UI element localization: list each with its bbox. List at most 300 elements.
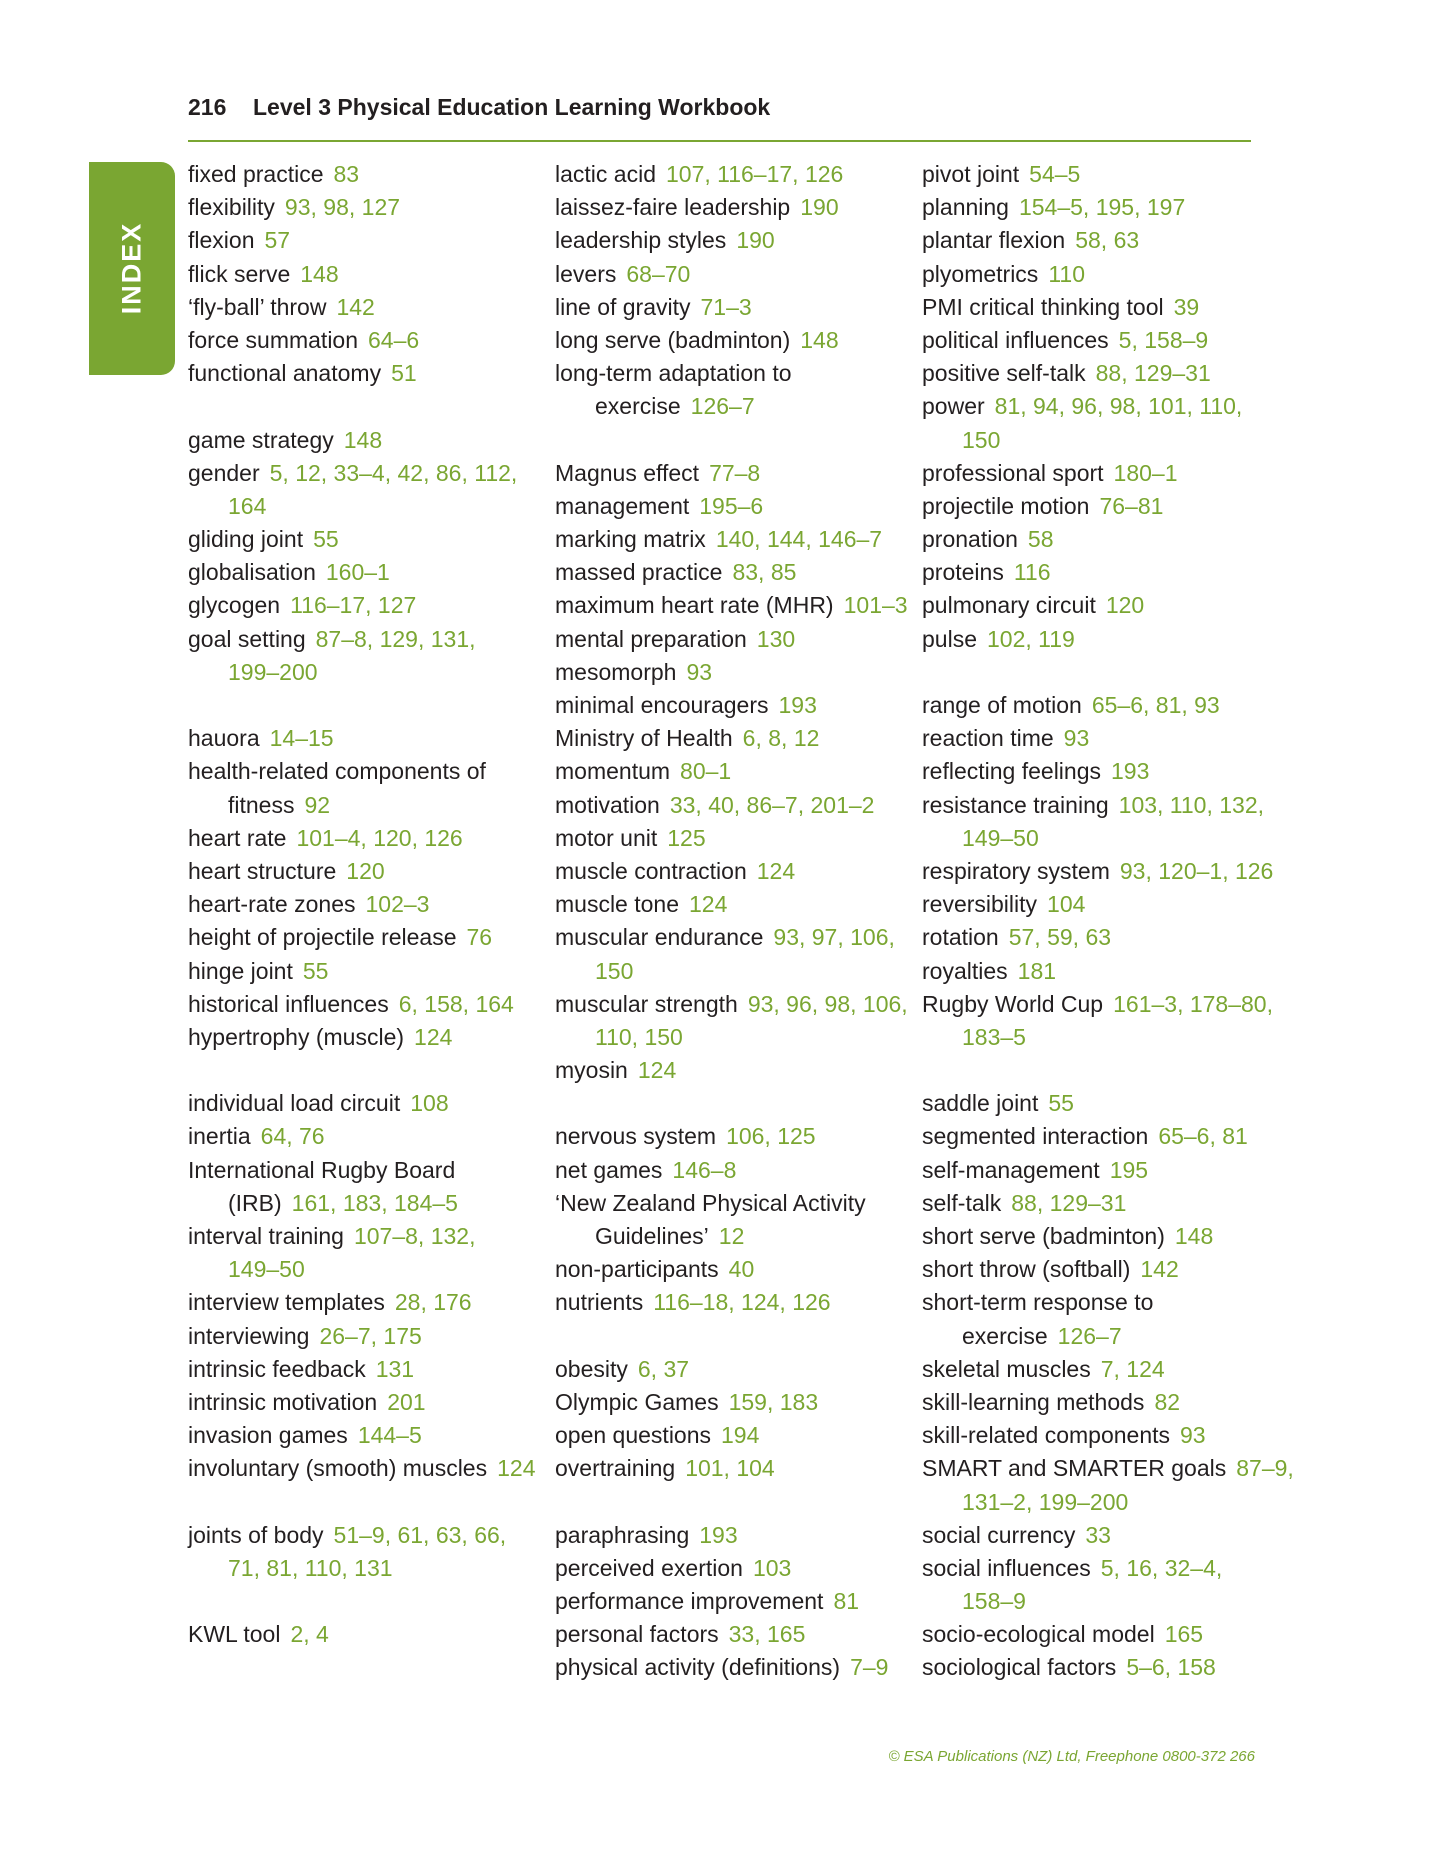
index-page-refs: 106, 125	[726, 1123, 816, 1150]
index-entry-continuation	[555, 390, 915, 423]
index-term: health-related components of	[188, 758, 486, 785]
index-entry	[922, 490, 1282, 523]
index-page-refs: 93, 97, 106,	[773, 924, 895, 951]
index-entry	[922, 988, 1282, 1021]
index-term: fixed practice	[188, 161, 324, 187]
index-page-refs: 33, 40, 86–7, 201–2	[669, 791, 875, 818]
index-page-refs: 160–1	[325, 559, 390, 586]
index-page-refs: 154–5, 195, 197	[1018, 194, 1186, 221]
index-page-refs: 149–50	[962, 824, 1039, 851]
index-page-refs: 55	[302, 957, 329, 984]
index-term: Magnus effect	[555, 459, 700, 486]
index-page-refs: 7, 124	[1100, 1355, 1165, 1382]
index-page-refs: 5, 16, 32–4,	[1100, 1554, 1223, 1581]
index-page-refs: 76	[466, 924, 493, 951]
index-page-refs: 107–8, 132,	[353, 1223, 476, 1249]
index-entry	[922, 1419, 1282, 1452]
index-page-refs: 87–8, 129, 131,	[315, 625, 476, 652]
index-term: ‘fly-ball’ throw	[188, 293, 327, 320]
index-page-refs: 116–17, 127	[290, 592, 417, 619]
index-entry	[555, 988, 915, 1021]
index-page-refs: 125	[667, 824, 706, 851]
index-term: physical activity (definitions)	[555, 1654, 841, 1681]
index-term: socio-ecological model	[922, 1621, 1155, 1648]
index-entry-continuation	[188, 1552, 548, 1585]
index-term: motivation	[555, 791, 660, 818]
index-page-refs: 140, 144, 146–7	[715, 526, 883, 553]
index-page-refs: 180–1	[1113, 459, 1178, 486]
index-page-refs: 126–7	[1057, 1322, 1122, 1349]
index-term: positive self-talk	[922, 360, 1086, 387]
index-page-refs: 83	[333, 161, 360, 187]
index-entry	[188, 1419, 548, 1452]
index-entry	[555, 1618, 915, 1651]
index-term: segmented interaction	[922, 1123, 1149, 1150]
index-page-refs: 54–5	[1029, 161, 1081, 187]
index-term: heart-rate zones	[188, 891, 356, 918]
index-page-refs: 55	[1048, 1090, 1074, 1117]
index-entry	[555, 1353, 915, 1386]
index-term: planning	[922, 194, 1009, 221]
index-page-refs: 14–15	[269, 725, 334, 752]
index-entry	[922, 1552, 1282, 1585]
index-page-refs: 130	[756, 625, 796, 652]
index-page-refs: 148	[1174, 1223, 1214, 1249]
index-page-refs: 195	[1109, 1156, 1149, 1183]
index-page-refs: 7–9	[850, 1654, 889, 1681]
index-term: reversibility	[922, 891, 1038, 918]
index-page-refs: 124	[497, 1455, 536, 1482]
index-entry	[555, 689, 915, 722]
index-page-refs: 158–9	[962, 1588, 1026, 1615]
index-term: intrinsic feedback	[188, 1355, 366, 1382]
index-entry	[922, 1452, 1294, 1485]
index-entry	[555, 1187, 915, 1220]
index-entry	[188, 1154, 548, 1187]
index-entry	[922, 191, 1282, 224]
index-entry	[188, 1286, 548, 1319]
index-entry-continuation	[555, 1021, 915, 1054]
index-page-refs: 40	[728, 1256, 755, 1283]
index-page-refs: 124	[756, 857, 796, 884]
index-entry	[555, 191, 915, 224]
index-entry	[922, 291, 1282, 324]
index-page-refs: 124	[414, 1023, 453, 1050]
index-entry	[188, 1353, 548, 1386]
index-term: levers	[555, 260, 617, 287]
index-entry	[922, 955, 1282, 988]
index-page-refs: 6, 37	[637, 1355, 690, 1382]
index-term: mesomorph	[555, 658, 677, 685]
index-page-refs: 148	[300, 260, 339, 287]
index-term: pivot joint	[922, 161, 1020, 187]
index-spacer	[555, 1087, 915, 1120]
index-entry	[555, 457, 915, 490]
index-entry	[188, 1618, 548, 1651]
index-term: marking matrix	[555, 526, 706, 553]
index-entry	[922, 1353, 1282, 1386]
index-entry	[922, 1220, 1282, 1253]
index-term: muscular strength	[555, 990, 738, 1017]
page-header	[188, 90, 1251, 142]
index-term: net games	[555, 1156, 663, 1183]
index-entry	[188, 224, 548, 257]
index-term: KWL tool	[188, 1621, 281, 1648]
index-entry	[922, 1519, 1282, 1552]
index-term: Rugby World Cup	[922, 990, 1104, 1017]
index-entry	[555, 490, 915, 523]
index-entry-continuation	[555, 1220, 915, 1253]
index-term: exercise	[962, 1322, 1048, 1349]
index-term: historical influences	[188, 990, 389, 1017]
index-page-refs: 76–81	[1099, 492, 1164, 519]
index-term: flick serve	[188, 260, 291, 287]
index-term: globalisation	[188, 559, 316, 586]
index-term: minimal encouragers	[555, 692, 769, 718]
index-entry-continuation	[188, 490, 548, 523]
index-entry	[188, 722, 548, 755]
index-term: short serve (badminton)	[922, 1223, 1165, 1249]
index-page-refs: 57	[264, 227, 291, 254]
index-entry	[188, 424, 548, 457]
index-entry-continuation	[922, 1021, 1282, 1054]
index-entry	[188, 589, 548, 622]
index-term: short-term response to	[922, 1289, 1154, 1316]
index-entry-continuation	[922, 1585, 1282, 1618]
index-page-refs: 64, 76	[260, 1123, 325, 1150]
index-entry	[922, 1651, 1282, 1684]
index-term: individual load circuit	[188, 1090, 401, 1117]
index-page-refs: 165	[1164, 1621, 1204, 1648]
index-term: height of projectile release	[188, 924, 457, 951]
index-term: PMI critical thinking tool	[922, 293, 1164, 320]
index-term: game strategy	[188, 426, 334, 453]
book-title: Level 3 Physical Education Learning Workbook	[253, 94, 771, 120]
index-term: myosin	[555, 1057, 628, 1084]
index-term: massed practice	[555, 559, 723, 586]
index-term: pulse	[922, 625, 977, 652]
index-term: goal setting	[188, 625, 306, 652]
index-term: hinge joint	[188, 957, 293, 984]
index-term: skill-learning methods	[922, 1388, 1145, 1415]
index-term: motor unit	[555, 824, 658, 851]
index-page-refs: 104	[1047, 891, 1086, 918]
index-page-refs: 2, 4	[290, 1621, 329, 1648]
index-entry	[555, 1154, 915, 1187]
index-entry	[555, 357, 915, 390]
index-term: (IRB)	[228, 1189, 282, 1216]
index-page-refs: 93	[1063, 725, 1090, 752]
index-page-refs: 5, 158–9	[1118, 326, 1209, 353]
index-entry	[188, 755, 548, 788]
index-term: mental preparation	[555, 625, 747, 652]
index-term: professional sport	[922, 459, 1104, 486]
index-entry	[188, 1452, 548, 1485]
index-entry	[922, 457, 1282, 490]
index-entry	[555, 589, 915, 622]
index-page-refs: 150	[595, 957, 634, 984]
index-page-refs: 80–1	[680, 758, 732, 785]
index-page-refs: 131–2, 199–200	[962, 1488, 1129, 1515]
index-spacer	[555, 424, 915, 457]
index-entry	[922, 921, 1282, 954]
index-entry-continuation	[188, 1253, 548, 1286]
index-entry	[922, 556, 1282, 589]
index-page-refs: 108	[410, 1090, 449, 1117]
index-entry	[188, 1021, 548, 1054]
index-page-refs: 77–8	[709, 459, 761, 486]
index-term: political influences	[922, 326, 1109, 353]
index-term: invasion games	[188, 1422, 348, 1449]
index-entry	[555, 921, 915, 954]
index-spacer	[555, 1320, 915, 1353]
index-term: self-management	[922, 1156, 1100, 1183]
index-entry	[188, 988, 548, 1021]
index-page-refs: 181	[1017, 957, 1057, 984]
index-page-refs: 110	[1048, 260, 1085, 287]
index-entry	[922, 1618, 1282, 1651]
index-page-refs: 142	[336, 293, 375, 320]
index-entry	[555, 1386, 915, 1419]
index-page-refs: 93	[1180, 1422, 1206, 1449]
index-entry-continuation	[922, 822, 1282, 855]
index-entry-continuation	[922, 1486, 1282, 1519]
index-page-refs: 161, 183, 184–5	[291, 1189, 458, 1216]
index-page-refs: 88, 129–31	[1095, 360, 1211, 387]
index-term: lactic acid	[555, 161, 656, 187]
index-term: projectile motion	[922, 492, 1090, 519]
index-term: interviewing	[188, 1322, 310, 1349]
index-entry	[188, 523, 548, 556]
index-page-refs: 149–50	[228, 1256, 305, 1283]
index-term: momentum	[555, 758, 671, 785]
index-term: Olympic Games	[555, 1388, 719, 1415]
index-term: involuntary (smooth) muscles	[188, 1455, 488, 1482]
index-entry	[922, 1087, 1282, 1120]
index-entry	[555, 1452, 915, 1485]
index-term: ‘New Zealand Physical Activity	[555, 1189, 866, 1216]
index-page-refs: 103	[752, 1554, 792, 1581]
index-entry	[555, 324, 915, 357]
index-entry	[555, 258, 915, 291]
index-entry	[555, 556, 915, 589]
index-entry	[555, 1120, 915, 1153]
index-term: intrinsic motivation	[188, 1388, 378, 1415]
index-page-refs: 101–3	[843, 592, 908, 619]
index-spacer	[188, 1585, 548, 1618]
index-term: maximum heart rate (MHR)	[555, 592, 834, 619]
index-page-refs: 71, 81, 110, 131	[228, 1554, 393, 1581]
index-entry-continuation	[188, 1187, 548, 1220]
index-page-refs: 194	[721, 1422, 760, 1449]
index-term: performance improvement	[555, 1588, 824, 1615]
index-entry	[922, 888, 1282, 921]
index-spacer	[922, 656, 1282, 689]
index-term: social currency	[922, 1521, 1076, 1548]
index-page-refs: 71–3	[700, 293, 752, 320]
index-entry	[188, 457, 548, 490]
index-page-refs: 57, 59, 63	[1008, 924, 1112, 951]
index-term: exercise	[595, 393, 681, 420]
index-entry	[555, 291, 915, 324]
index-page-refs: 6, 158, 164	[398, 990, 514, 1017]
index-entry	[188, 191, 548, 224]
index-term: range of motion	[922, 692, 1082, 718]
index-entry	[555, 1286, 915, 1319]
index-page-refs: 39	[1173, 293, 1200, 320]
index-page-refs: 58, 63	[1075, 227, 1140, 254]
index-page-refs: 148	[800, 326, 839, 353]
index-page-refs: 51–9, 61, 63, 66,	[333, 1521, 507, 1548]
index-page-refs: 5, 12, 33–4, 42, 86, 112,	[269, 459, 518, 486]
index-term: inertia	[188, 1123, 251, 1150]
index-term: interview templates	[188, 1289, 385, 1316]
index-entry	[188, 1220, 548, 1253]
index-page-refs: 190	[800, 194, 839, 221]
index-page-refs: 159, 183	[728, 1388, 819, 1415]
index-term: Ministry of Health	[555, 725, 733, 752]
index-term: plantar flexion	[922, 227, 1066, 254]
index-term: plyometrics	[922, 260, 1039, 287]
index-page-refs: 81	[833, 1588, 860, 1615]
index-page-refs: 124	[637, 1057, 677, 1084]
index-page-refs: 28, 176	[394, 1289, 472, 1316]
index-entry	[555, 1519, 915, 1552]
index-entry-continuation	[922, 424, 1282, 457]
index-entry	[555, 656, 915, 689]
index-entry	[922, 755, 1282, 788]
index-term: laissez-faire leadership	[555, 194, 791, 221]
index-term: heart rate	[188, 824, 287, 851]
index-page-refs: 164	[228, 492, 267, 519]
index-page-refs: 65–6, 81, 93	[1091, 692, 1220, 718]
index-entry	[555, 789, 915, 822]
index-term: long-term adaptation to	[555, 360, 792, 387]
index-term: muscular endurance	[555, 924, 764, 951]
index-entry	[188, 258, 548, 291]
index-entry	[555, 1054, 915, 1087]
index-page-refs: 144–5	[357, 1422, 422, 1449]
index-term: flexibility	[188, 194, 275, 221]
index-term: non-participants	[555, 1256, 719, 1283]
index-entry	[922, 1154, 1282, 1187]
index-page-refs: 193	[699, 1521, 738, 1548]
index-term: reflecting feelings	[922, 758, 1101, 785]
index-column-3	[922, 158, 1294, 1685]
index-entry	[555, 755, 915, 788]
index-entry-continuation	[188, 656, 548, 689]
index-term: fitness	[228, 791, 295, 818]
index-term: hauora	[188, 725, 260, 752]
index-page-refs: 120	[346, 857, 385, 884]
index-page-refs: 88, 129–31	[1011, 1189, 1127, 1216]
index-term: heart structure	[188, 857, 337, 884]
index-term: royalties	[922, 957, 1008, 984]
index-tab-label: INDEX	[116, 221, 147, 315]
index-term: pronation	[922, 526, 1018, 553]
index-entry	[188, 1320, 548, 1353]
index-side-tab	[89, 162, 175, 375]
index-term: pulmonary circuit	[922, 592, 1096, 619]
index-entry	[188, 921, 548, 954]
index-spacer	[922, 1054, 1282, 1087]
index-page-refs: 81, 94, 96, 98, 101, 110,	[994, 393, 1243, 420]
index-term: nutrients	[555, 1289, 644, 1316]
index-term: power	[922, 393, 985, 420]
copyright-footer: © ESA Publications (NZ) Ltd, Freephone 0800-372 266	[888, 1748, 1255, 1765]
index-entry	[922, 158, 1282, 191]
index-column-1	[188, 158, 548, 1651]
index-spacer	[188, 689, 548, 722]
index-term: open questions	[555, 1422, 712, 1449]
index-entry	[555, 1585, 915, 1618]
index-page-refs: 193	[778, 692, 817, 718]
index-page-refs: 193	[1111, 758, 1150, 785]
index-entry	[188, 556, 548, 589]
index-page-refs: 150	[962, 426, 1001, 453]
index-page-refs: 199–200	[228, 658, 318, 685]
index-term: joints of body	[188, 1521, 324, 1548]
index-entry	[555, 523, 915, 556]
index-entry	[922, 1120, 1282, 1153]
index-entry	[922, 224, 1282, 257]
index-page-refs: 201	[387, 1388, 426, 1415]
index-entry	[188, 324, 548, 357]
index-term: overtraining	[555, 1455, 676, 1482]
index-entry-continuation	[188, 789, 548, 822]
index-term: flexion	[188, 227, 255, 254]
index-term: social influences	[922, 1554, 1091, 1581]
index-entry	[922, 1253, 1282, 1286]
index-page-refs: 83, 85	[732, 559, 797, 586]
index-page-refs: 120	[1105, 592, 1145, 619]
index-entry	[922, 623, 1282, 656]
index-term: reaction time	[922, 725, 1054, 752]
index-spacer	[188, 390, 548, 423]
index-term: resistance training	[922, 791, 1109, 818]
index-entry	[188, 291, 548, 324]
index-page-refs: 55	[313, 526, 339, 553]
index-entry	[555, 1651, 915, 1684]
index-entry	[922, 722, 1282, 755]
index-term: interval training	[188, 1223, 344, 1249]
index-spacer	[188, 1486, 548, 1519]
index-entry	[188, 1120, 548, 1153]
index-page-refs: 92	[304, 791, 331, 818]
index-entry	[188, 1519, 548, 1552]
index-term: personal factors	[555, 1621, 719, 1648]
index-term: respiratory system	[922, 857, 1110, 884]
index-term: Guidelines’	[595, 1223, 709, 1249]
index-page-refs: 116–18, 124, 126	[653, 1289, 831, 1316]
index-entry	[922, 523, 1282, 556]
index-page-refs: 93, 120–1, 126	[1119, 857, 1274, 884]
index-term: glycogen	[188, 592, 281, 619]
index-entry	[922, 357, 1282, 390]
index-entry-continuation	[922, 1320, 1282, 1353]
index-entry	[188, 955, 548, 988]
index-page-refs: 68–70	[626, 260, 691, 287]
index-page-refs: 26–7, 175	[319, 1322, 422, 1349]
index-spacer	[555, 1486, 915, 1519]
index-page-refs: 33	[1085, 1521, 1111, 1548]
index-term: long serve (badminton)	[555, 326, 791, 353]
index-page-refs: 33, 165	[728, 1621, 806, 1648]
index-page-refs: 58	[1027, 526, 1054, 553]
index-entry	[555, 1253, 915, 1286]
index-page-refs: 64–6	[368, 326, 420, 353]
index-page-refs: 5–6, 158	[1126, 1654, 1216, 1681]
